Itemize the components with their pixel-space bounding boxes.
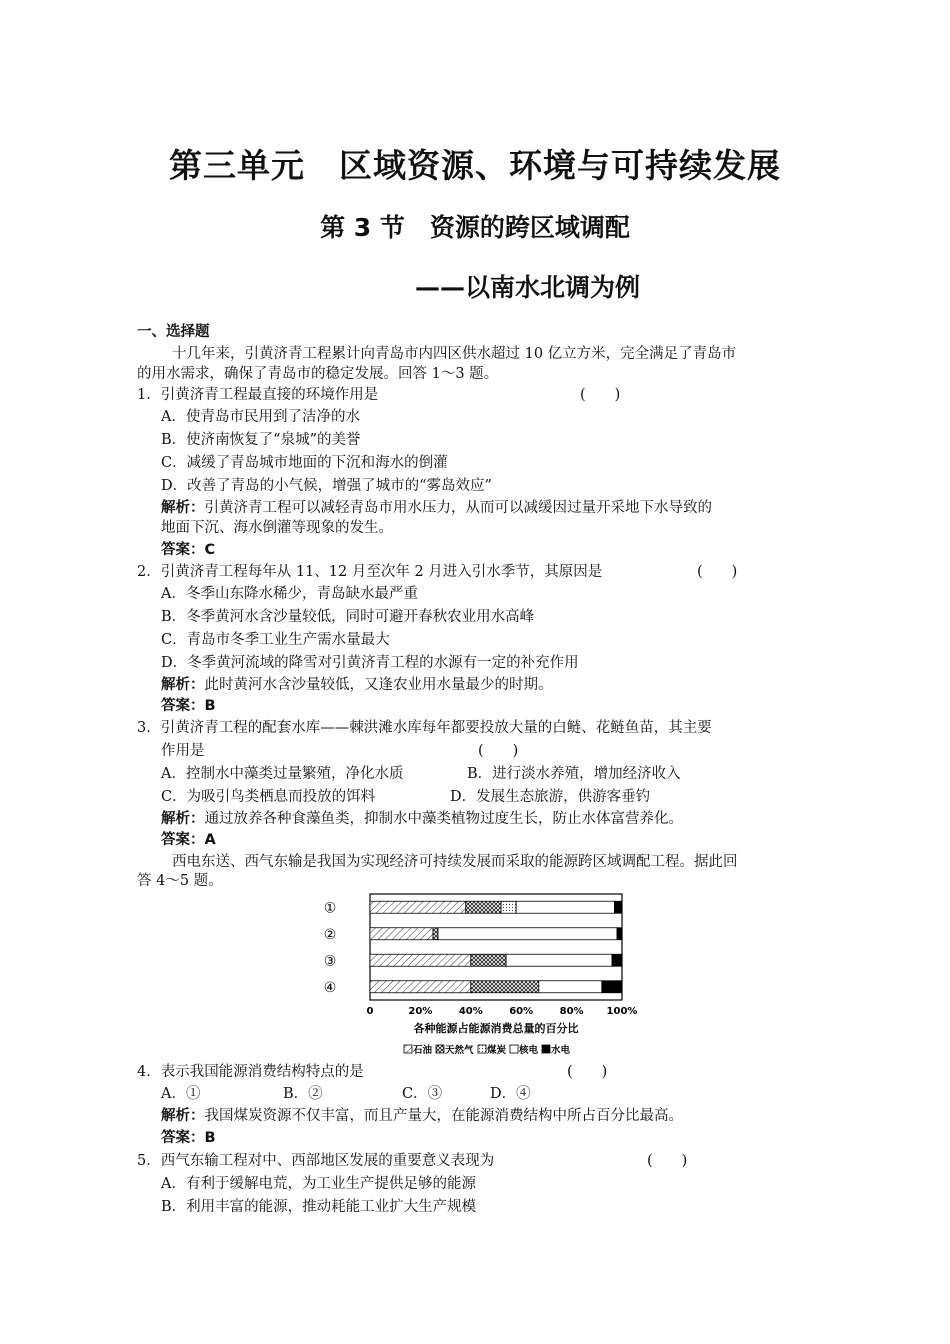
x-tick-label: 80% xyxy=(559,1006,584,1017)
analysis-text: 我国煤炭资源不仅丰富，而且产量大，在能源消费结构中所占百分比最高。 xyxy=(204,1108,683,1124)
question-1-stem: 1．引黄济青工程最直接的环境作用是 xyxy=(137,387,379,403)
legend-swatch xyxy=(510,1045,518,1053)
bar-segment xyxy=(516,901,614,913)
q3-analysis xyxy=(161,809,683,829)
q1-analysis-cont: 地面下沉、海水倒灌等现象的发生。 xyxy=(161,520,393,536)
q3-option-c: C．为吸引鸟类栖息而投放的饵料 xyxy=(161,789,376,805)
q2-option-c: C．青岛市冬季工业生产需水量最大 xyxy=(161,632,390,648)
q3-option-b: B．进行淡水养殖，增加经济收入 xyxy=(467,766,681,782)
q1-answer: 答案：C xyxy=(161,542,216,558)
section-heading: 一、选择题 xyxy=(137,324,210,340)
section-title: 第 3 节 资源的跨区域调配 xyxy=(320,213,630,242)
analysis-label: 解析： xyxy=(161,500,205,516)
legend-label: 煤炭 xyxy=(487,1045,507,1056)
analysis-text: 此时黄河水含沙量较低，又逢农业用水量最少的时期。 xyxy=(204,677,553,693)
bar-segment xyxy=(614,901,622,913)
answer-blank: ( ) xyxy=(478,743,519,759)
bar-segment xyxy=(471,954,506,966)
category-label: ③ xyxy=(323,953,337,970)
question-3-stem-cont: 作用是 xyxy=(161,743,205,759)
q1-option-c: C．减缓了青岛城市地面的下沉和海水的倒灌 xyxy=(161,455,448,471)
q2-option-a: A．冬季山东降水稀少，青岛缺水最严重 xyxy=(161,586,418,602)
q4-option-d: D．④ xyxy=(490,1086,531,1102)
answer-blank: ( ) xyxy=(580,387,621,403)
bar-segment xyxy=(433,928,438,940)
q4-option-c: C．③ xyxy=(402,1086,443,1102)
question-5-stem: 5．西气东输工程对中、西部地区发展的重要意义表现为 xyxy=(137,1153,495,1169)
bar-segment xyxy=(438,928,617,940)
bar-segment xyxy=(506,954,612,966)
x-tick-label: 100% xyxy=(606,1006,638,1017)
q5-option-b: B．利用丰富的能源，推动耗能工业扩大生产规模 xyxy=(161,1199,477,1215)
bar-segment xyxy=(501,901,516,913)
answer-blank: ( ) xyxy=(647,1153,688,1169)
q2-analysis xyxy=(161,675,553,695)
bar-segment xyxy=(617,928,622,940)
legend-swatch xyxy=(542,1045,550,1053)
section-subtitle: ——以南水北调为例 xyxy=(415,273,641,302)
analysis-label: 解析： xyxy=(161,1108,205,1124)
category-label: ① xyxy=(323,900,337,917)
q3-answer: 答案：A xyxy=(161,832,216,848)
analysis-label: 解析： xyxy=(161,677,205,693)
question-4-stem: 4．表示我国能源消费结构特点的是 xyxy=(137,1064,364,1080)
legend-label: 天然气 xyxy=(445,1045,474,1056)
q4-option-a: A．① xyxy=(161,1086,201,1102)
q1-option-d: D．改善了青岛的小气候，增强了城市的“雾岛效应” xyxy=(161,478,492,494)
bar-segment xyxy=(466,901,501,913)
legend-swatch xyxy=(404,1045,412,1053)
question-2-stem: 2．引黄济青工程每年从 11、12 月至次年 2 月进入引水季节，其原因是 xyxy=(137,564,603,580)
q2-option-b: B．冬季黄河水含沙量较低，同时可避开春秋农业用水高峰 xyxy=(161,609,535,625)
bar-segment xyxy=(612,954,622,966)
q4-analysis xyxy=(161,1106,683,1126)
bar-segment xyxy=(370,928,433,940)
x-tick-label: 40% xyxy=(458,1006,483,1017)
x-tick-label: 20% xyxy=(408,1006,433,1017)
q1-option-b: B．使济南恢复了“泉城”的美誉 xyxy=(161,432,361,448)
q2-option-d: D．冬季黄河流域的降雪对引黄济青工程的水源有一定的补充作用 xyxy=(161,655,579,671)
analysis-text: 通过放养各种食藻鱼类，抑制水中藻类植物过度生长，防止水体富营养化。 xyxy=(204,811,683,827)
intro-paragraph-line: 答 4～5 题。 xyxy=(137,873,223,889)
answer-blank: ( ) xyxy=(567,1064,608,1080)
q3-option-d: D．发展生态旅游，供游客垂钓 xyxy=(450,789,651,805)
intro-paragraph-line: 十几年来，引黄济青工程累计向青岛市内四区供水超过 10 亿立方米，完全满足了青岛市 xyxy=(172,346,737,362)
bar-segment xyxy=(471,981,539,993)
bar-segment xyxy=(539,981,602,993)
analysis-text: 引黄济青工程可以减轻青岛市用水压力，从而可以减缓因过量开采地下水导致的 xyxy=(204,500,712,516)
energy-consumption-chart xyxy=(316,888,646,1060)
q4-answer: 答案：B xyxy=(161,1130,216,1146)
q5-option-a: A．有利于缓解电荒，为工业生产提供足够的能源 xyxy=(161,1176,476,1192)
legend-swatch xyxy=(436,1045,444,1053)
category-label: ② xyxy=(323,926,337,943)
x-tick-label: 0 xyxy=(366,1006,374,1017)
x-axis-label: 各种能源占能源消费总量的百分比 xyxy=(413,1022,579,1035)
question-3-stem: 3．引黄济青工程的配套水库——棘洪滩水库每年都要投放大量的白鲢、花鲢鱼苗，其主要 xyxy=(137,720,712,736)
legend-swatch xyxy=(478,1045,486,1053)
unit-title: 第三单元 区域资源、环境与可持续发展 xyxy=(169,146,781,185)
legend-label: 石油 xyxy=(413,1045,433,1056)
bar-segment xyxy=(370,981,471,993)
q1-analysis xyxy=(161,498,712,518)
analysis-label: 解析： xyxy=(161,811,205,827)
intro-paragraph-line: 西电东送、西气东输是我国为实现经济可持续发展而采取的能源跨区域调配工程。据此回 xyxy=(172,854,738,870)
category-label: ④ xyxy=(323,979,337,996)
q3-option-a: A．控制水中藻类过量繁殖，净化水质 xyxy=(161,766,404,782)
q1-option-a: A．使青岛市民用到了洁净的水 xyxy=(161,409,360,425)
x-tick-label: 60% xyxy=(509,1006,534,1017)
legend-label: 核电 xyxy=(519,1045,539,1056)
q4-option-b: B．② xyxy=(283,1086,323,1102)
answer-blank: ( ) xyxy=(697,564,738,580)
q2-answer: 答案：B xyxy=(161,698,216,714)
bar-segment xyxy=(602,981,622,993)
bar-segment xyxy=(370,901,466,913)
intro-paragraph-line: 的用水需求，确保了青岛市的稳定发展。回答 1～3 题。 xyxy=(137,366,499,382)
legend-label: 水电 xyxy=(551,1045,571,1056)
bar-segment xyxy=(370,954,471,966)
